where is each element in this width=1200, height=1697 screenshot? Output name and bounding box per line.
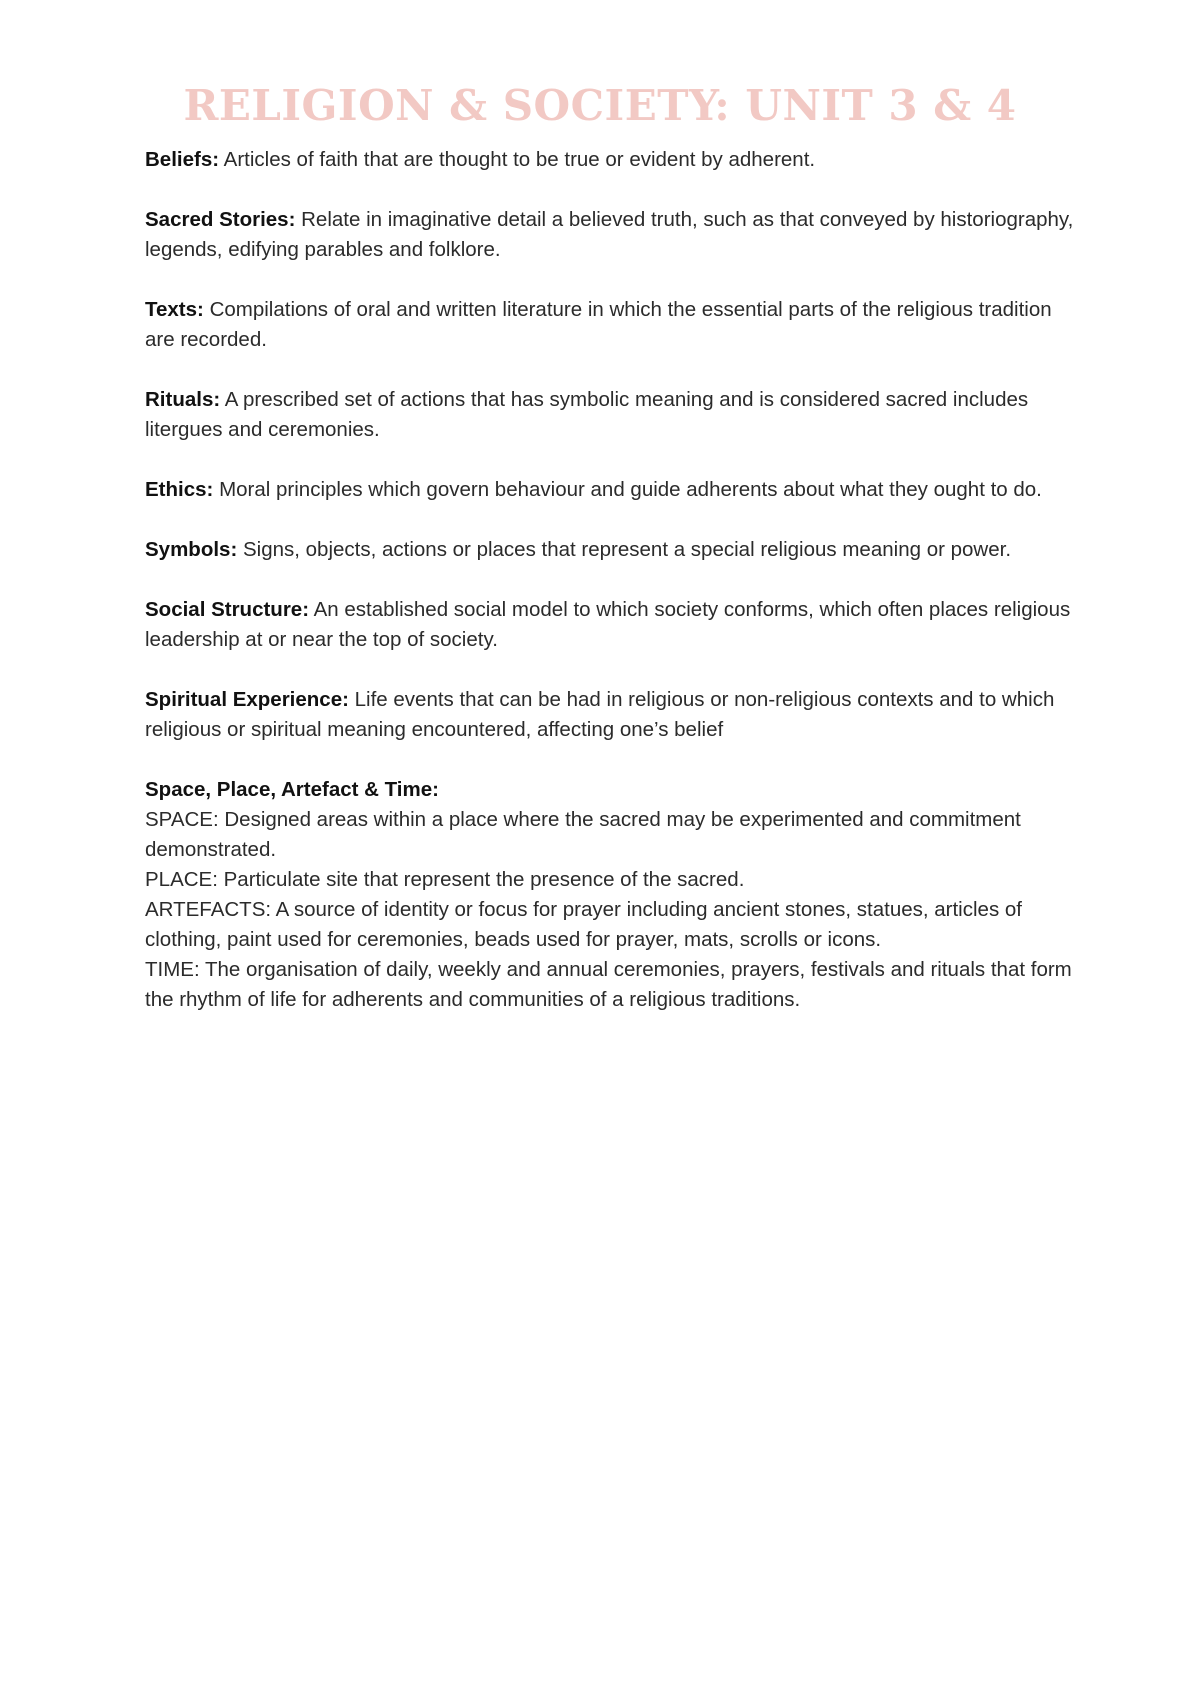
definition-text: Compilations of oral and written literature in which the essential parts of the religious tradition are recorded. [145, 298, 1052, 351]
time-definition: TIME: The organisation of daily, weekly and annual ceremonies, prayers, festivals and rituals that form the rhythm of life for adherents and communities of a religious traditions. [145, 958, 1072, 1011]
page-title: RELIGION & SOCIETY: UNIT 3 & 4 [183, 81, 1017, 130]
definition-text: Relate in imaginative detail a believed truth, such as that conveyed by historiography, legends, edifying parables and folklore. [145, 208, 1074, 261]
definition-term: Rituals: [145, 388, 221, 411]
definition-term: Sacred Stories: [145, 208, 296, 231]
section-heading: Space, Place, Artefact & Time: [145, 778, 439, 801]
definition-term: Symbols: [145, 538, 238, 561]
definition-text: Signs, objects, actions or places that represent a special religious meaning or power. [242, 538, 1012, 561]
definition-term: Texts: [145, 298, 204, 321]
artefacts-definition: ARTEFACTS: A source of identity or focus for prayer including ancient stones, statues, articles of clothing, paint used for ceremonies, beads used for prayer, mats, scrolls or icons. [145, 898, 1022, 951]
document-body [145, 145, 1075, 1045]
definition-ethics [145, 475, 1075, 505]
definition-spiritual-experience [145, 685, 1075, 745]
definition-rituals [145, 385, 1075, 445]
definition-term: Ethics: [145, 478, 214, 501]
definition-text: Life events that can be had in religious or non-religious contexts and to which religious or spiritual meaning encountered, affecting one’s belief [145, 688, 1055, 741]
place-definition: PLACE: Particulate site that represent the presence of the sacred. [145, 868, 745, 891]
space-definition: SPACE: Designed areas within a place where the sacred may be experimented and commitment demonstrated. [145, 808, 1021, 861]
definition-term: Beliefs: [145, 148, 220, 171]
definition-text: Articles of faith that are thought to be true or evident by adherent. [223, 148, 816, 171]
definition-symbols [145, 535, 1075, 565]
definition-social-structure [145, 595, 1075, 655]
section-space-place-artefact-time [145, 775, 1075, 1015]
definition-texts [145, 295, 1075, 355]
definition-term: Spiritual Experience: [145, 688, 349, 711]
definition-text: A prescribed set of actions that has symbolic meaning and is considered sacred includes litergues and ceremonies. [145, 388, 1029, 441]
definition-text: An established social model to which society conforms, which often places religious leadership at or near the top of society. [145, 598, 1071, 651]
definition-term: Social Structure: [145, 598, 310, 621]
definition-beliefs [145, 145, 1075, 175]
definition-sacred-stories [145, 205, 1075, 265]
definition-text: Moral principles which govern behaviour and guide adherents about what they ought to do. [219, 478, 1042, 501]
